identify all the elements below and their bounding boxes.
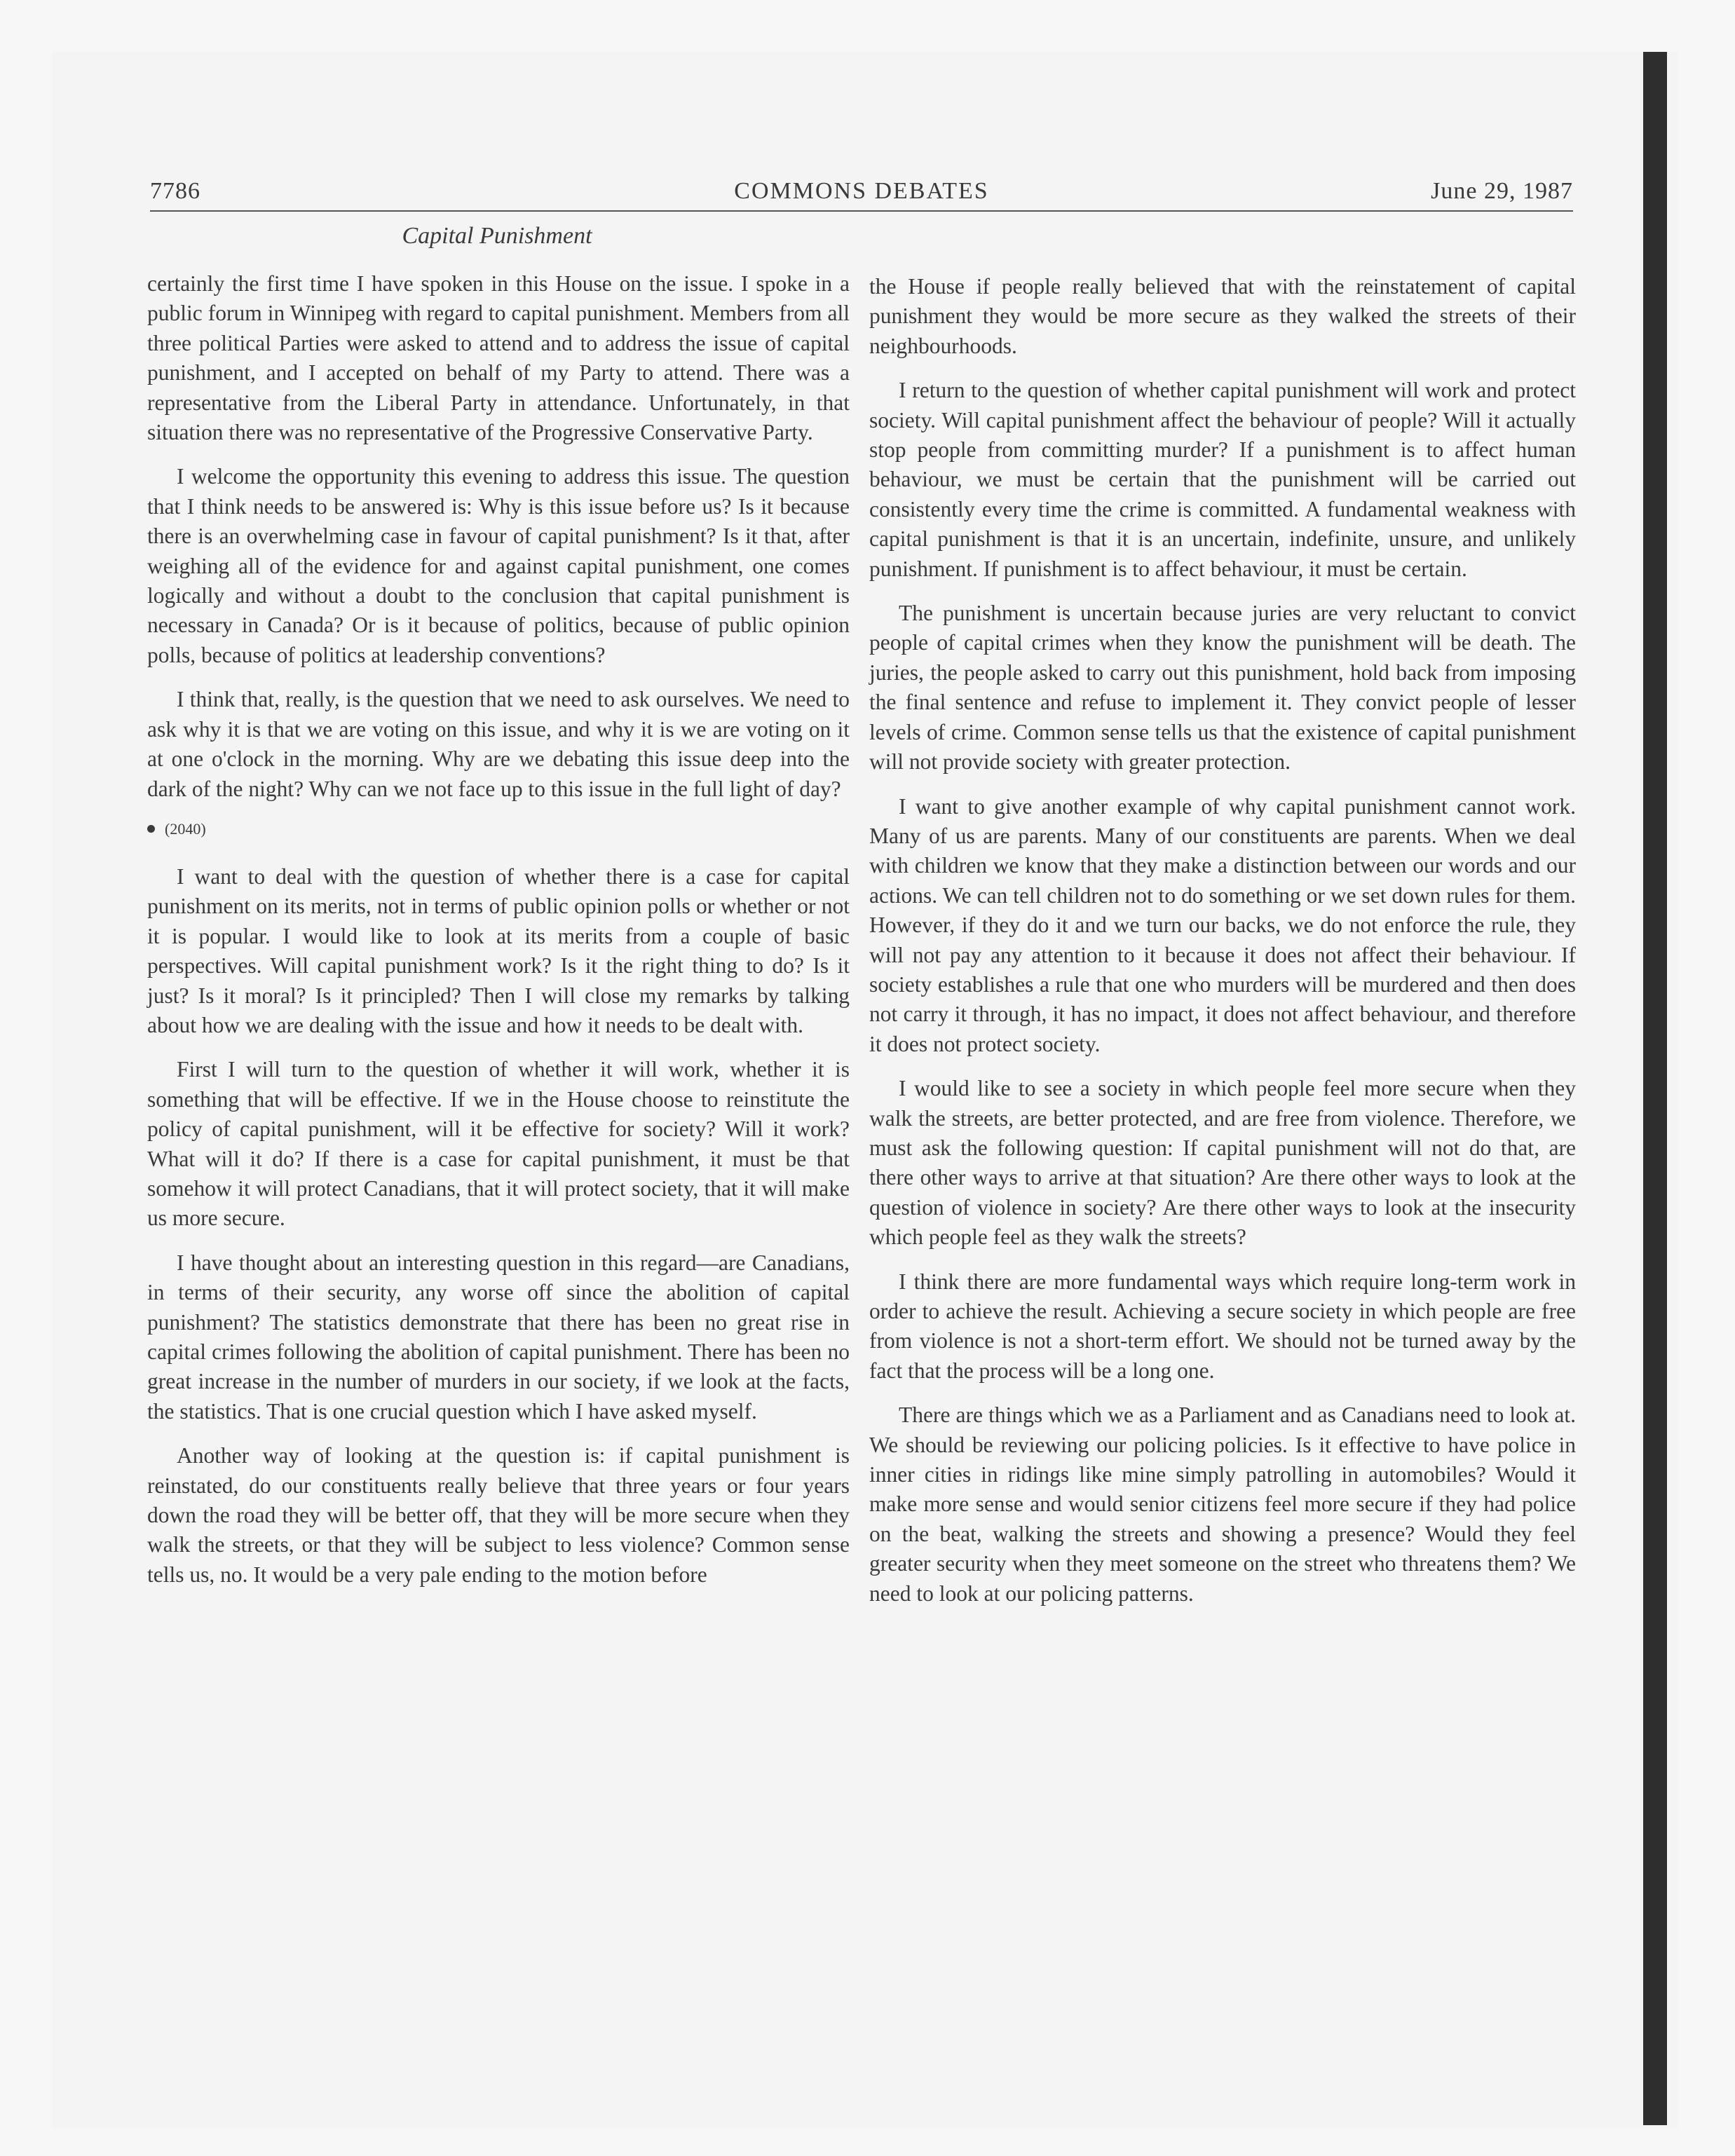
- paragraph: I think there are more fundamental ways which require long-term work in order to achieve the result. Achieving a secure society in which people are free from violence is not a short-term effort. We should not be turned away by the fact that the process will be a long one.: [869, 1269, 1576, 1383]
- paragraph: Another way of looking at the question is: if capital punishment is reinstated, do our constituents really believe that three years or four years down the road they will be better off, that they will be more secure when they walk the streets, or that they will be subject to less violence? Common sense tells us, no. It would be a very pale ending to the motion before: [147, 1443, 850, 1587]
- paragraph: certainly the first time I have spoken in this House on the issue. I spoke in a public forum in Winnipeg with regard to capital punishment. Members from all three political Parties were asked to attend and to address the issue of capital punishment, and I accepted on behalf of my Party to attend. There was a representative from the Liberal Party in attendance. Unfortunately, in that situation there was no representative of the Progressive Conservative Party.: [147, 271, 850, 445]
- journal-title: COMMONS DEBATES: [734, 178, 989, 204]
- paragraph: First I will turn to the question of whether it will work, whether it is something that will be effective. If we in the House choose to reinstitute the policy of capital punishment, will it be effective for society? Will it work? What will it do? If there is a case for capital punishment, it must be that somehow it will protect Canadians, that it will protect society, that it will make us more secure.: [147, 1057, 850, 1231]
- paragraph: I want to give another example of why capital punishment cannot work. Many of us are parents. Many of our constituents are parents. When we deal with children we know that they make a distinction between our words and our actions. We can tell children not to do something or we set down rules for them. However, if they do it and we turn our backs, we do not enforce the rule, they will not pay any attention to it because it does not affect their behaviour. If society establishes a rule that one who murders will be murdered and then does not carry it through, it has no impact, it does not affect behaviour, and therefore it does not protect society.: [869, 793, 1576, 1056]
- paragraph: I welcome the opportunity this evening to address this issue. The question that I think needs to be answered is: Why is this issue before us? Is it because there is an overwhelming case in favour of capital punishment? Is it that, after weighing all of the evidence for and against capital punishment, one comes logically and without a doubt to the conclusion that capital punishment is necessary in Canada? Or is it because of politics, because of public opinion polls, because of politics at leadership conventions?: [147, 464, 850, 667]
- timestamp-marker: [147, 819, 850, 840]
- page-number: 7786: [150, 178, 200, 204]
- paragraph: I would like to see a society in which people feel more secure when they walk the streets, are better protected, and are free from violence. Therefore, we must ask the following question: If capital punishment will not do that, are there other ways to arrive at that situation? Are there other ways to look at the question of violence in society? Are there other ways to look at the insecurity which people feel as they walk the streets?: [869, 1076, 1576, 1250]
- header-date: June 29, 1987: [1431, 178, 1573, 204]
- paragraph: the House if people really believed that with the reinstatement of capital punishment they would be more secure as they walked the streets of their neighbourhoods.: [869, 274, 1576, 358]
- paragraph: There are things which we as a Parliament and as Canadians need to look at. We should be reviewing our policing policies. Is it effective to have police in inner cities in ridings like mine simply patrolling in automobiles? Would it make more sense and would senior citizens feel more secure if they had police on the beat, walking the streets and showing a presence? Would they feel greater security when they meet someone on the street who threatens them? We need to look at our policing patterns.: [869, 1403, 1576, 1606]
- page-edge-shadow: [1643, 52, 1667, 2125]
- paragraph: The punishment is uncertain because juries are very reluctant to convict people of capital crimes when they know the punishment will be death. The juries, the people asked to carry out this punishment, hold back from imposing the final sentence and refuse to implement it. They convict people of lesser levels of crime. Common sense tells us that the existence of capital punishment will not provide society with greater protection.: [869, 601, 1576, 775]
- paragraph: I want to deal with the question of whether there is a case for capital punishment on its merits, not in terms of public opinion polls or whether or not it is popular. I would like to look at its merits from a couple of basic perspectives. Will capital punishment work? Is it the right thing to do? Is it just? Is it moral? Is it principled? Then I will close my remarks by talking about how we are dealing with the issue and how it needs to be dealt with.: [147, 864, 850, 1037]
- right-column: [869, 272, 1576, 1623]
- paragraph: I return to the question of whether capital punishment will work and protect society. Will capital punishment affect the behaviour of people? Will it actually stop people from committing murder? If a punishment is to affect human behaviour, we must be certain that the punishment will be carried out consistently every time the crime is committed. A fundamental weakness with capital punishment is that it is an uncertain, indefinite, unsure, and unlikely punishment. If punishment is to affect behaviour, it must be certain.: [869, 378, 1576, 581]
- left-column: [147, 269, 850, 1604]
- section-title: Capital Punishment: [402, 223, 592, 249]
- timestamp-text: (2040): [165, 819, 206, 838]
- bullet-icon: [147, 825, 155, 833]
- paragraph: I have thought about an interesting question in this regard—are Canadians, in terms of their security, any worse off since the abolition of capital punishment? The statistics demonstrate that there has been no great rise in capital crimes following the abolition of capital punishment. There has been no great increase in the number of murders in our society, if we look at the facts, the statistics. That is one crucial question which I have asked myself.: [147, 1250, 850, 1424]
- paragraph: I think that, really, is the question that we need to ask ourselves. We need to ask why it is that we are voting on this issue, and why it is we are voting on it at one o'clock in the morning. Why are we debating this issue deep into the dark of the night? Why can we not face up to this issue in the full light of day?: [147, 687, 850, 801]
- page-header: [150, 175, 1573, 212]
